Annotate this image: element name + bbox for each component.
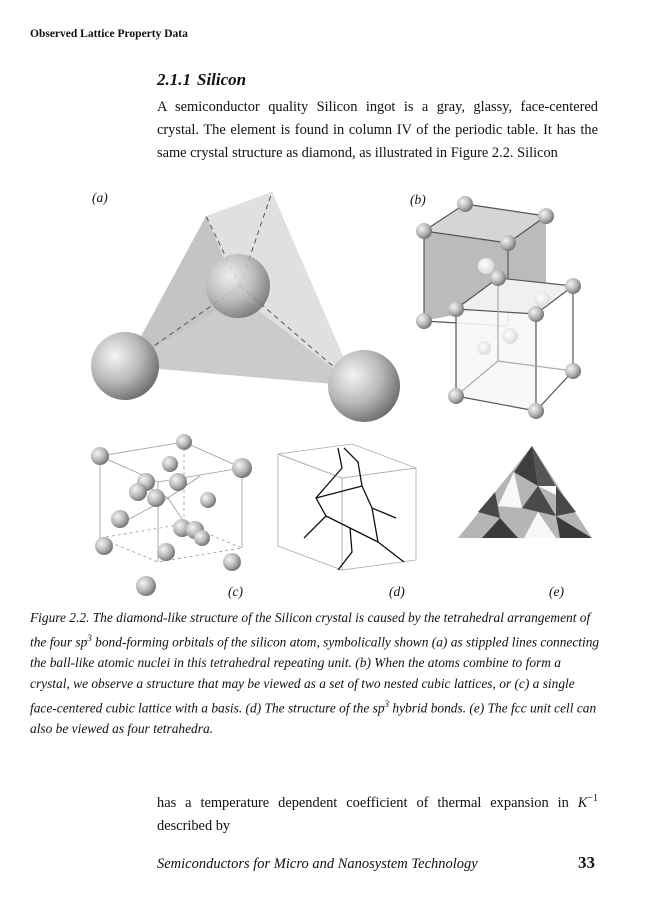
figure-2-2 <box>80 186 600 602</box>
caption-sp-exponent: 3 <box>87 633 92 644</box>
body-paragraph-1: A semiconductor quality Silicon ingot is a gray, glassy, face-centered crystal. The element is found in column IV of the periodic table. It has the same crystal structure as diamond, as illustrated in Figure 2.2. Silicon <box>157 99 598 161</box>
atom-ball <box>457 196 473 212</box>
figure-illustrations <box>80 186 600 602</box>
panel-label-e: (e) <box>549 584 564 599</box>
unit-kelvin: K <box>577 794 588 811</box>
atom-ball <box>223 553 241 571</box>
atom-ball <box>162 456 178 472</box>
figure-caption <box>30 608 600 739</box>
panel-label-b: (b) <box>410 192 426 207</box>
paragraph-2-text: has a temperature dependent coefficient of thermal expansion in <box>157 794 578 811</box>
atom-ball <box>95 537 113 555</box>
atom-ball <box>111 510 129 528</box>
caption-text-1: The diamond-like structure of the Silicon crystal is caused by the tetrahedral arrangement of the four <box>30 610 591 650</box>
atom-ball <box>448 301 464 317</box>
atom-ball <box>169 473 187 491</box>
atom-ball <box>448 388 464 404</box>
atom-ball <box>206 254 270 318</box>
atom-ball <box>477 341 491 355</box>
section-title <box>157 70 246 90</box>
caption-sp-exponent-2: 3 <box>384 699 390 710</box>
unit-exponent: −1 <box>587 793 598 804</box>
atom-ball <box>136 576 156 596</box>
atom-ball <box>91 447 109 465</box>
panel-c-fcc-lattice <box>91 434 252 596</box>
section-number: 2.1.1 <box>157 70 191 89</box>
atom-ball <box>528 403 544 419</box>
panel-b-nested-cubes <box>416 196 581 419</box>
atom-ball <box>176 434 192 450</box>
atom-ball <box>528 306 544 322</box>
running-head: Observed Lattice Property Data <box>30 28 188 40</box>
atom-ball <box>416 223 432 239</box>
caption-label: Figure 2.2. <box>30 610 90 625</box>
atom-ball <box>478 258 494 274</box>
atom-ball <box>534 291 550 307</box>
atom-ball <box>194 530 210 546</box>
panel-label-a: (a) <box>92 190 108 205</box>
atom-ball <box>200 492 216 508</box>
body-paragraph-2 <box>157 787 598 838</box>
atom-ball <box>232 458 252 478</box>
atom-ball <box>502 328 518 344</box>
panel-label-d: (d) <box>389 584 405 599</box>
page-number: 33 <box>578 853 595 872</box>
atom-ball <box>490 270 506 286</box>
panel-label-c: (c) <box>228 584 243 599</box>
panel-a-tetrahedron <box>91 192 400 422</box>
atom-ball <box>416 313 432 329</box>
atom-ball <box>147 489 165 507</box>
atom-ball <box>500 235 516 251</box>
panel-d-bond-structure <box>278 444 416 570</box>
panel-e-four-tetrahedra <box>458 446 592 538</box>
atom-ball <box>157 543 175 561</box>
atom-ball <box>565 278 581 294</box>
atom-ball <box>129 483 147 501</box>
caption-text-2: bond-forming orbitals of the silicon atom, symbolically shown (a) as stippled lines connecting the ball-like atomic nuclei in this tetrahedral repeating unit. (b) When the atoms combine to form a crystal, we observe a structure that may be viewed as a set of two nested cubic lattices, or (c) a single face-centered cubic lattice with a basis. (d) The structure of the <box>30 634 600 716</box>
caption-sp-term: sp <box>75 634 88 650</box>
atom-ball <box>91 332 159 400</box>
atom-ball <box>328 350 400 422</box>
atom-ball <box>565 363 581 379</box>
caption-sp-term-2: sp <box>372 700 385 716</box>
atom-ball <box>538 208 554 224</box>
caption-text-3: hybrid bonds. (e) The fcc unit cell can also be viewed as four tetrahedra. <box>30 700 597 736</box>
section-name: Silicon <box>197 70 247 89</box>
footer-book-title: Semiconductors for Micro and Nanosystem Technology <box>157 856 478 872</box>
paragraph-2-text-end: described by <box>157 817 231 834</box>
